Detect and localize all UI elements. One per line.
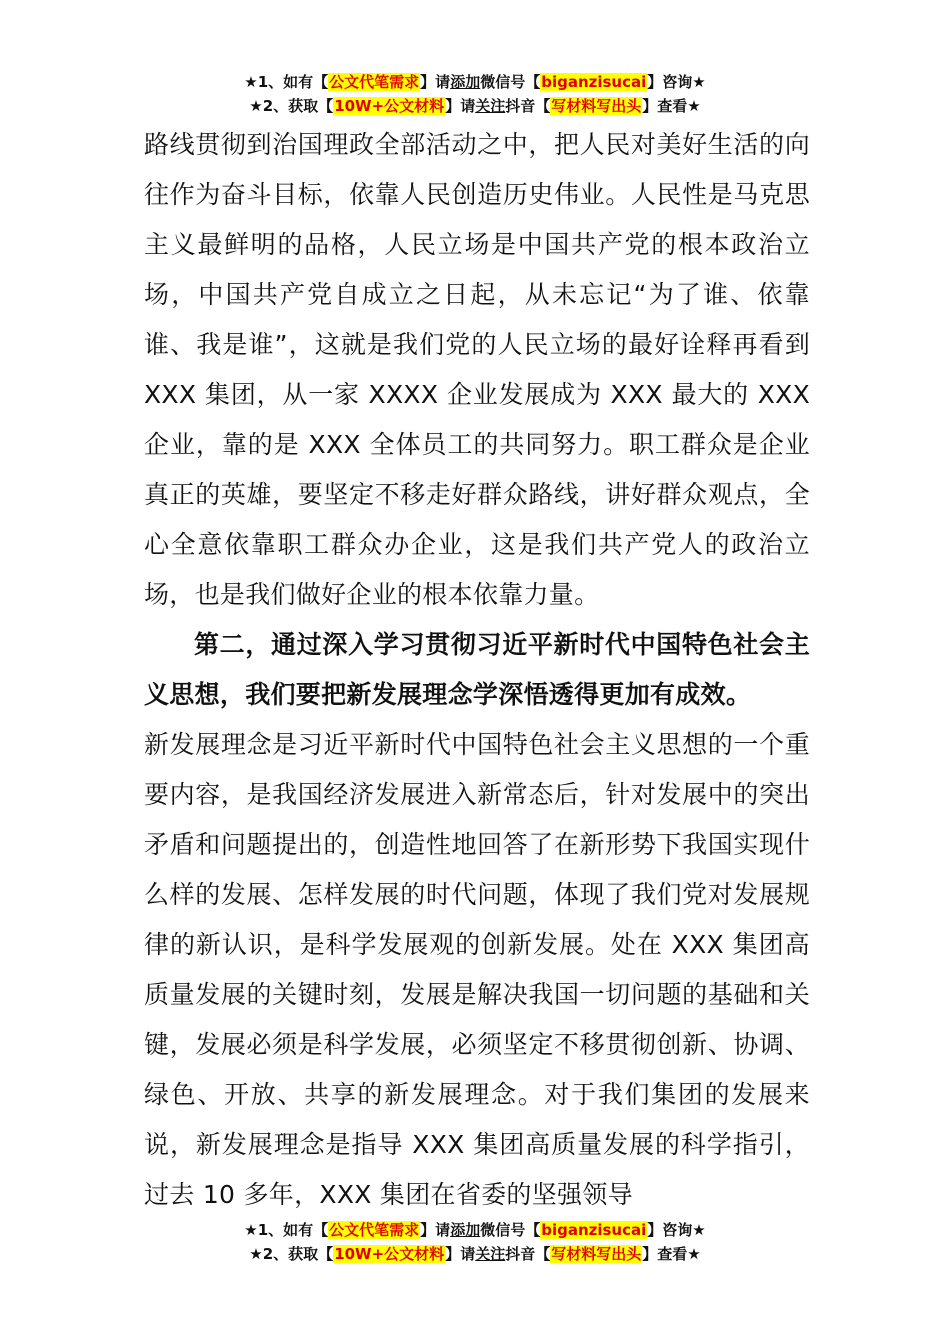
footer-notice (0, 1218, 950, 1266)
highlight-douyin-account: 写材料写出头 (551, 1245, 642, 1263)
header-notice (0, 70, 950, 118)
notice-line-1: ★1、如有【公文代笔需求】请添加微信号【biganzisucai】咨询★ (244, 73, 706, 91)
document-body (144, 120, 810, 1220)
highlight-service: 公文代笔需求 (329, 1221, 420, 1239)
highlight-service: 公文代笔需求 (329, 73, 420, 91)
highlight-douyin-account: 写材料写出头 (551, 97, 642, 115)
highlight-materials: 10W+公文材料 (334, 97, 445, 115)
paragraph-people-stance: 路线贯彻到治国理政全部活动之中，把人民对美好生活的向往作为奋斗目标，依靠人民创造历史伟业。人民性是马克思主义最鲜明的品格，人民立场是中国共产党的根本政治立场，中国共产党自成立之日起，从未忘记“为了谁、依靠谁、我是谁”，这就是我们党的人民立场的最好诠释再看到 XXX 集团，从一家 XXXX 企业发展成为 XXX 最大的 XXX 企业，靠的是 XXX 全体员工的共同努力。职工群众是企业真正的英雄，要坚定不移走好群众路线，讲好群众观点，全心全意依靠职工群众办企业，这是我们共产党人的政治立场，也是我们做好企业的根本依靠力量。 (144, 130, 810, 609)
section-heading-second: 第二，通过深入学习贯彻习近平新时代中国特色社会主义思想，我们要把新发展理念学深悟透得更加有成效。 (144, 630, 810, 709)
notice-line-2: ★2、获取【10W+公文材料】请关注抖音【写材料写出头】查看★ (249, 1245, 701, 1263)
highlight-materials: 10W+公文材料 (334, 1245, 445, 1263)
paragraph-new-development-concept: 新发展理念是习近平新时代中国特色社会主义思想的一个重要内容，是我国经济发展进入新常态后，针对发展中的突出矛盾和问题提出的，创造性地回答了在新形势下我国实现什么样的发展、怎样发展的时代问题，体现了我们党对发展规律的新认识，是科学发展观的创新发展。处在 XXX 集团高质量发展的关键时刻，发展是解决我国一切问题的基础和关键，发展必须是科学发展，必须坚定不移贯彻创新、协调、绿色、开放、共享的新发展理念。对于我们集团的发展来说，新发展理念是指导 XXX 集团高质量发展的科学指引，过去 10 多年，XXX 集团在省委的坚强领导 (144, 730, 810, 1209)
highlight-wechat-id: biganzisucai (541, 1221, 647, 1239)
highlight-wechat-id: biganzisucai (541, 73, 647, 91)
notice-line-2: ★2、获取【10W+公文材料】请关注抖音【写材料写出头】查看★ (249, 97, 701, 115)
notice-line-1: ★1、如有【公文代笔需求】请添加微信号【biganzisucai】咨询★ (244, 1221, 706, 1239)
